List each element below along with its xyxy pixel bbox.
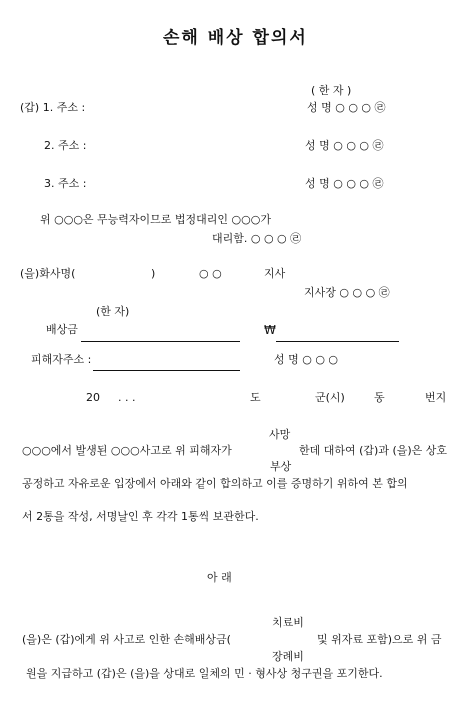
victim-address-label: 피해자주소 : [31, 353, 92, 366]
hanja-note-mid: (한 자) [96, 305, 130, 318]
option-death: 사망 [269, 428, 291, 441]
party-a-address-3: 3. 주소 : [44, 177, 87, 190]
compensation-amount-line [276, 341, 399, 342]
guardian-signature: 대리함. ○ ○ ○ ㉣ [212, 232, 302, 245]
document-title: 손해 배상 합의서 [163, 28, 308, 48]
option-injury: 부상 [270, 460, 292, 473]
party-b-company-close: ) [151, 267, 156, 280]
compensation-hangul-line [81, 341, 240, 342]
victim-address-line [93, 370, 240, 371]
compensation-label: 배상금 [46, 323, 78, 336]
guardian-statement: 위 ○○○은 무능력자이므로 법정대리인 ○○○가 [40, 213, 271, 226]
party-b-company-label: (을)화사명( [20, 267, 76, 280]
victim-signature: 성 명 ○ ○ ○ [274, 353, 339, 366]
clause-line-1-end: 및 위자료 포함)으로 위 금 [317, 633, 442, 646]
clause-line-1: (을)은 (갑)에게 위 사고로 인한 손해배상금( [22, 633, 231, 646]
body-line-1: ○○○에서 발생된 ○○○사고로 위 피해자가 [22, 444, 232, 457]
won-symbol: ₩ [264, 323, 276, 337]
party-a-signature-2: 성 명 ○ ○ ○ ㉣ [305, 139, 384, 152]
clause-line-2: 원을 지급하고 (갑)은 (을)을 상대로 일체의 민 · 형사상 청구권을 포기한다. [26, 667, 383, 680]
party-b-branch: 지사 [264, 267, 286, 280]
location-gun: 군(시) [315, 391, 345, 404]
below-header: 아 래 [207, 571, 232, 584]
date-dots: . . . [118, 391, 136, 404]
body-line-1-end: 한데 대하여 (갑)과 (을)은 상호 [299, 444, 448, 457]
party-a-signature-1: 성 명 ○ ○ ○ ㉣ [307, 101, 386, 114]
location-dong: 동 [374, 391, 385, 404]
party-b-circles: ○ ○ [199, 267, 222, 280]
party-a-address-2: 2. 주소 : [44, 139, 87, 152]
body-line-3: 서 2통을 작성, 서명날인 후 각각 1통씩 보관한다. [22, 510, 259, 523]
party-a-address-1: (갑) 1. 주소 : [20, 101, 86, 114]
date-year: 20 [86, 391, 100, 404]
option-funeral: 장례비 [272, 650, 304, 663]
party-b-branch-head: 지사장 ○ ○ ○ ㉣ [304, 286, 390, 299]
option-treatment: 치료비 [272, 616, 304, 629]
location-do: 도 [250, 391, 261, 404]
location-beonji: 번지 [425, 391, 447, 404]
body-line-2: 공정하고 자유로운 입장에서 아래와 같이 합의하고 이를 증명하기 위하여 본 합의 [22, 477, 408, 490]
hanja-note-top: ( 한 자 ) [311, 84, 352, 97]
party-a-signature-3: 성 명 ○ ○ ○ ㉣ [305, 177, 384, 190]
